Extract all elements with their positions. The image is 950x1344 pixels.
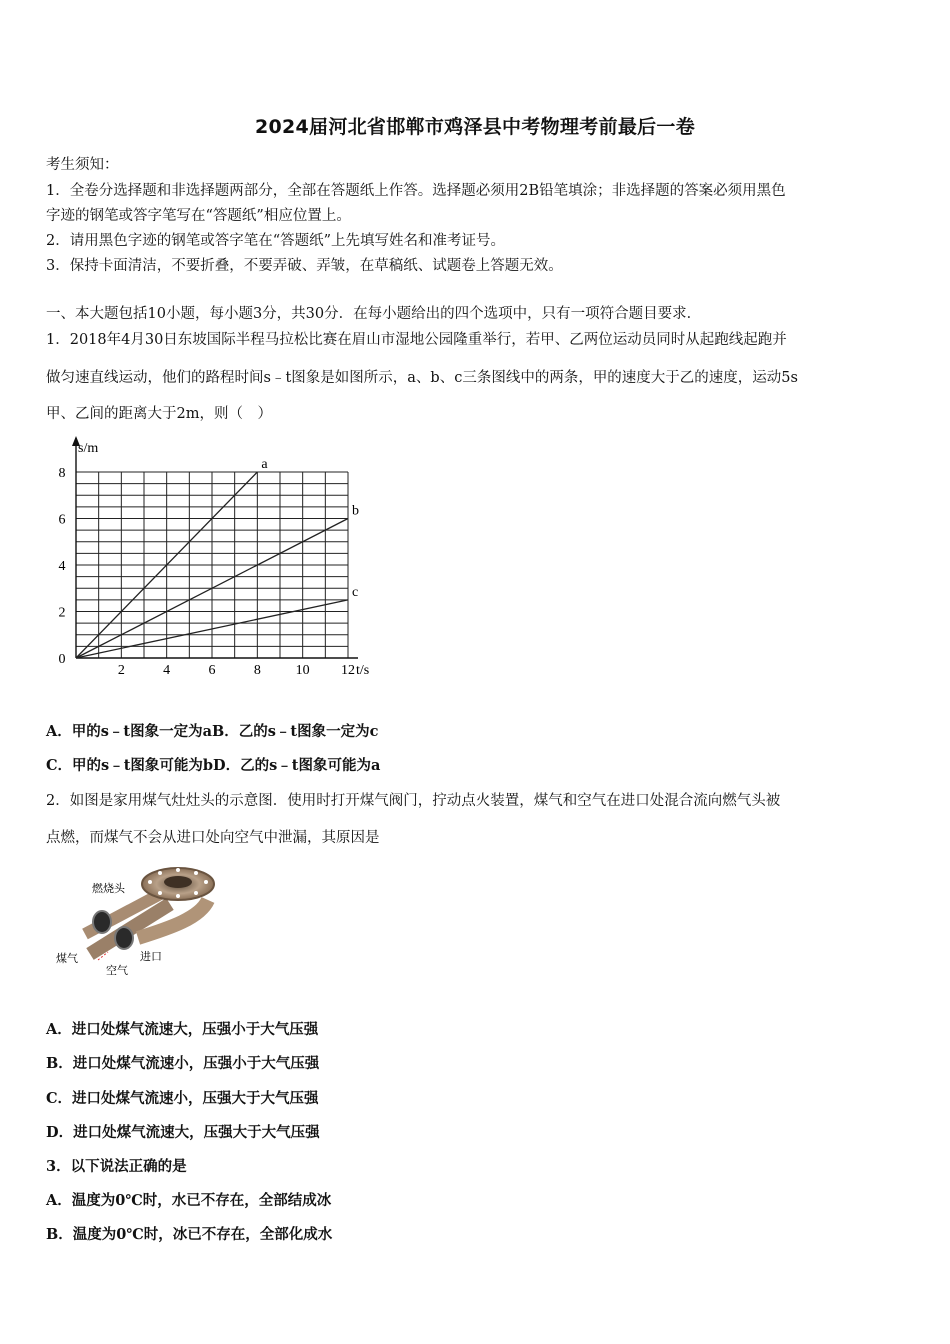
x-tick-label: 6 xyxy=(208,663,216,678)
question-2-stem: 点燃，而煤气不会从进口处向空气中泄漏，其原因是 xyxy=(46,830,380,846)
question-1-stem: 做匀速直线运动，他们的路程时间s﹣t图象是如图所示，a、b、c三条图线中的两条，甲的速度大于乙的速度，运动5s xyxy=(46,370,798,386)
question-3-option: B．温度为0℃时，冰已不存在，全部化成水 xyxy=(46,1226,333,1243)
x-tick-label: 10 xyxy=(295,663,310,678)
series-label-b: b xyxy=(352,503,359,519)
x-tick-label: 4 xyxy=(163,663,171,678)
x-axis-label: t/s xyxy=(356,663,370,678)
notice-item: 1．全卷分选择题和非选择题两部分，全部在答题纸上作答。选择题必须用2B铅笔填涂；非选择题的答案必须用黑色 xyxy=(46,183,786,199)
burner-center xyxy=(164,876,192,888)
notice-item: 2．请用黑色字迹的钢笔或答字笔在“答题纸”上先填写姓名和准考证号。 xyxy=(46,233,506,249)
question-1-stem: 1．2018年4月30日东坡国际半程马拉松比赛在眉山市湿地公园隆重举行，若甲、乙两位运动员同时从起跑线起跑并 xyxy=(46,332,787,348)
label-burner: 燃烧头 xyxy=(92,883,125,895)
question-1-option: C．甲的s﹣t图象可能为bD．乙的s﹣t图象可能为a xyxy=(46,757,381,774)
page-title: 2024届河北省邯郸市鸡泽县中考物理考前最后一卷 xyxy=(254,116,696,138)
question-1-stem: 甲、乙间的距离大于2m，则（ ） xyxy=(46,406,272,422)
notice-item: 3．保持卡面清洁，不要折叠，不要弄破、弄皱，在草稿纸、试题卷上答题无效。 xyxy=(46,258,563,274)
x-tick-label: 8 xyxy=(253,663,261,678)
label-air: 空气 xyxy=(106,965,128,977)
question-2-option: D．进口处煤气流速大，压强大于大气压强 xyxy=(46,1124,320,1141)
series-label-c: c xyxy=(352,584,359,600)
chart-series xyxy=(76,457,359,658)
series-label-a: a xyxy=(261,457,268,472)
question-3-stem: 3．以下说法正确的是 xyxy=(46,1158,187,1175)
label-gas: 煤气 xyxy=(56,953,78,965)
question-3-option: A．温度为0℃时，水已不存在，全部结成冰 xyxy=(46,1192,332,1209)
question-2-option: B．进口处煤气流速小，压强小于大气压强 xyxy=(46,1055,320,1072)
y-axis-label: s/m xyxy=(78,441,99,456)
x-tick-label: 12 xyxy=(341,663,355,678)
gas-burner-figure xyxy=(50,862,230,982)
chart-grid xyxy=(76,472,348,658)
question-2-option: A．进口处煤气流速大，压强小于大气压强 xyxy=(46,1021,319,1038)
inlet-valve xyxy=(115,927,133,949)
y-tick-label: 4 xyxy=(58,559,66,574)
st-graph xyxy=(44,432,384,692)
notice-heading: 考生须知： xyxy=(46,157,119,173)
y-tick-label: 2 xyxy=(58,605,66,621)
question-2-stem: 2．如图是家用煤气灶灶头的示意图．使用时打开煤气阀门，拧动点火装置，煤气和空气在进口处混合流向燃气头被 xyxy=(46,793,781,809)
y-tick-label: 8 xyxy=(58,466,66,481)
chart-axes xyxy=(72,436,358,658)
x-tick-label: 2 xyxy=(117,663,125,678)
notice-item: 字迹的钢笔或答字笔写在“答题纸”相应位置上。 xyxy=(46,208,351,224)
label-inlet: 进口 xyxy=(140,951,162,963)
question-2-option: C．进口处煤气流速小，压强大于大气压强 xyxy=(46,1090,319,1107)
y-tick-label: 6 xyxy=(58,512,66,528)
y-tick-label: 0 xyxy=(58,652,66,667)
inlet-valve xyxy=(93,911,111,933)
question-1-option: A．甲的s﹣t图象一定为aB．乙的s﹣t图象一定为c xyxy=(46,723,379,740)
section-heading: 一、本大题包括10小题，每小题3分，共30分．在每小题给出的四个选项中，只有一项符合题目要求． xyxy=(46,306,702,322)
